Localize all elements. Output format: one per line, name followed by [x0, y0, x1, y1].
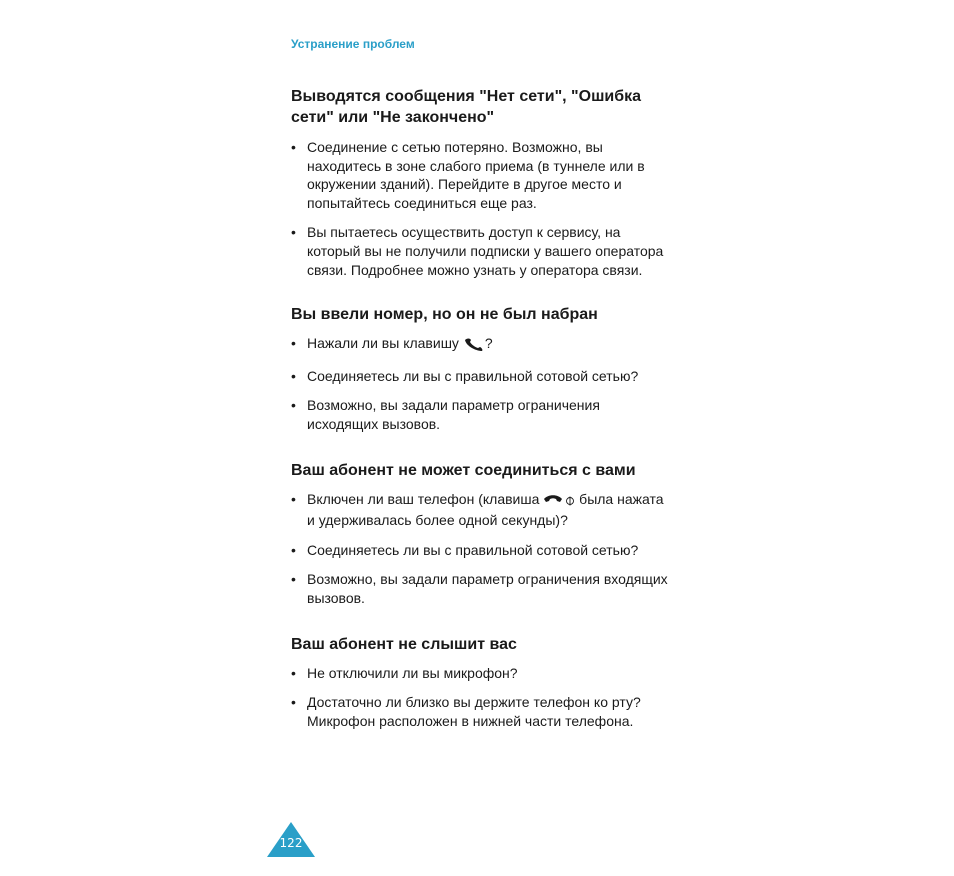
troubleshooting-section	[291, 460, 671, 608]
bullet-text-before: Включен ли ваш телефон (клавиша	[307, 490, 544, 507]
bullet-item: • Вы пытаетесь осуществить доступ к сервису, на который вы не получили подписки у вашего оператора связи. Подробнее можно узнать у оператора связи.	[291, 223, 671, 279]
bullet-item: • Возможно, вы задали параметр ограничения исходящих вызовов.	[291, 396, 671, 433]
main-content	[291, 86, 671, 730]
section-heading: Ваш абонент не может соединиться с вами	[291, 461, 636, 479]
section-heading: Выводятся сообщения "Нет сети", "Ошибка сети" или "Не закончено"	[291, 88, 642, 126]
troubleshooting-section	[291, 634, 671, 731]
end-power-key-icon	[543, 493, 575, 512]
bullet-item: • Соединение с сетью потеряно. Возможно, вы находитесь в зоне слабого приема (в туннеле или в окружении зданий). Перейдите в другое место и попытайтесь соединиться еще раз.	[291, 138, 671, 212]
bullet-item: • Соединяетесь ли вы с правильной сотовой сетью?	[291, 367, 671, 386]
bullet-item	[291, 490, 671, 530]
section-heading: Вы ввели номер, но он не был набран	[291, 306, 598, 324]
bullet-item: • Не отключили ли вы микрофон?	[291, 664, 671, 683]
troubleshooting-section	[291, 86, 671, 279]
send-key-icon	[463, 337, 485, 356]
page-number: 122	[279, 836, 303, 850]
bullet-list	[291, 664, 671, 731]
bullet-text-after: ?	[484, 335, 493, 352]
bullet-item: • Соединяетесь ли вы с правильной сотовой сетью?	[291, 541, 671, 560]
bullet-list	[291, 138, 671, 279]
running-header: Устранение проблем	[291, 37, 415, 51]
bullet-item	[291, 334, 671, 356]
troubleshooting-section	[291, 304, 671, 433]
bullet-list	[291, 490, 671, 608]
bullet-item: • Достаточно ли близко вы держите телефон ко рту? Микрофон расположен в нижней части телефона.	[291, 693, 671, 730]
bullet-list	[291, 334, 671, 433]
section-heading: Ваш абонент не слышит вас	[291, 635, 517, 653]
bullet-text-after: была нажата и удерживалась более одной секунды)?	[307, 490, 664, 529]
bullet-text-before: Нажали ли вы клавишу	[307, 335, 463, 352]
bullet-item: • Возможно, вы задали параметр ограничения входящих вызовов.	[291, 570, 671, 607]
